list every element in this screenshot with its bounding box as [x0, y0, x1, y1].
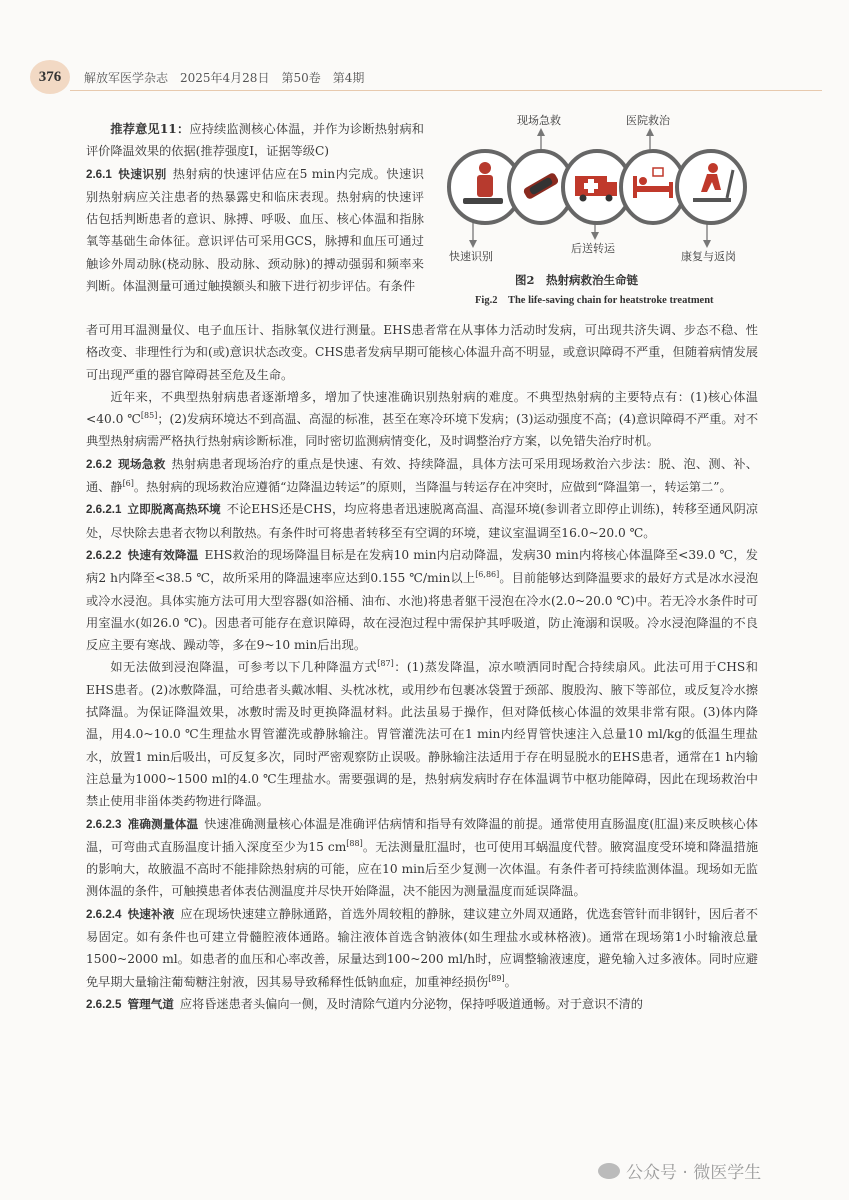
figure-caption-en: Fig.2 The life-saving chain for heatstroke treatment: [475, 295, 714, 306]
section-2-6-1-continued: 者可用耳温测量仪、电子血压计、指脉氧仪进行测量。EHS患者常在从事体力活动时发病，可出现共济失调、步态不稳、性格改变、非理性行为和(或)意识状态改变。CHS患者发病早期可能核心体温升高不明显，或意识障碍不严重，但随着病情发展可出现严重的器官障碍甚至危及生命。: [86, 323, 758, 382]
section-2-6-2-2: 2.6.2.2 快速有效降温 EHS救治的现场降温目标是在发病10 min内启动降温，发病30 min内将核心体温降至<39.0 ℃，发病2 h内降至<38.5 ℃，故所采用的降温速率应达到0.155 ℃/min以上[6,86]。目前能够达到降温要求的最好方式是冰水浸泡或冷水浸泡。具体实施方法可用大型容器(如浴桶、油布、水池)将患者躯干浸泡在冷水(2.0~20.0 ℃)中。若无冷水条件时可用室温水(如26.0 ℃)。因患者可能存在意识障碍，故在浸泡过程中需保护其呼吸道，防止淹溺和误吸。冷水浸泡降温的不良反应主要有寒战、躁动等，多在9~10 min后出现。: [86, 547, 759, 653]
journal-info: 解放军医学杂志 2025年4月28日 第50卷 第4期: [84, 71, 365, 85]
chain-link-recovery: [677, 151, 745, 223]
full-width-body: [86, 319, 758, 1016]
header-rule: [70, 90, 822, 91]
section-2-6-2-4: 2.6.2.4 快速补液 应在现场快速建立静脉通路，首选外周较粗的静脉，建议建立外周双通路，优选套管针而非钢针，因后者不易固定。如有条件也可建立骨髓腔液体通路。输注液体首选含钠液体(如生理盐水或林格液)。通常在现场第1小时输液总量1500~2000 ml。如患者的血压和心率改善，尿量达到100~200 ml/h时，应调整输液速度，避免输入过多液体。同时应避免早期大量输注葡萄糖注射液，因其易导致稀释性低钠血症，加重神经损伤[89]。: [86, 906, 758, 989]
left-column: [86, 118, 424, 297]
page-number: 376: [30, 60, 70, 94]
running-header: [30, 60, 820, 96]
atypical-heatstroke-paragraph: 近年来，不典型热射病患者逐渐增多，增加了快速准确识别热射病的难度。不典型热射病的主要特点有：(1)核心体温<40.0 ℃[85]；(2)发病环境达不到高温、高湿的标准，甚至在寒冷环境下发病；(3)运动强度不高；(4)意识障碍不严重。对不典型热射病需严格执行热射病诊断标准，同时密切监测病情变化，及时调整治疗方案，以免错失治疗时机。: [86, 389, 759, 449]
cooling-methods-paragraph: 如无法做到浸泡降温，可参考以下几种降温方式[87]：(1)蒸发降温，凉水喷洒同时配合持续扇风。此法可用于CHS和EHS患者。(2)冰敷降温，可给患者头戴冰帽、头枕冰枕，或用纱布包裹冰袋置于颈部、腹股沟、腋下等部位，或反复冷水擦拭降温。为保证降温效果，冰敷时需及时更换降温材料。此法虽易于操作，但对降低核心体温的效果非常有限。(3)体内降温，用4.0~10.0 ℃生理盐水胃管灌洗或静脉输注。胃管灌洗法可在1 min内经胃管快速注入总量10 ml/kg的低温生理盐水，放置1 min后吸出，可反复多次，同时严密观察防止误吸。静脉输注法适用于存在明显脱水的EHS患者，通常在1 h内输注总量为1000~1500 ml的4.0 ℃生理盐水。需要强调的是，热射病发病时存在体温调节中枢功能障碍，因此在现场救治中禁止使用非甾体类药物进行降温。: [86, 659, 758, 809]
label-transport: 后送转运: [571, 242, 615, 255]
figure-caption-cn: 图2 热射病救治生命链: [515, 273, 639, 287]
figure-2: [445, 112, 765, 312]
label-hospital-treatment: 医院救治: [626, 114, 670, 127]
section-2-6-2-1: 2.6.2.1 立即脱离高热环境 不论EHS还是CHS，均应将患者迅速脱离高温、高湿环境(参训者立即停止训练)，转移至通风阴凉处，尽快除去患者衣物以利散热。有条件时可将患者转移至有空调的环境，建议室温调至16.0~20.0 ℃。: [86, 502, 758, 540]
watermark: 公众号 · 微医学生: [598, 1158, 761, 1183]
section-2-6-2-5: 2.6.2.5 管理气道 应将昏迷患者头偏向一侧，及时清除气道内分泌物，保持呼吸道通畅。对于意识不清的: [86, 996, 643, 1011]
section-2-6-1-intro: 2.6.1 快速识别 热射病的快速评估应在5 min内完成。快速识别热射病应关注患者的热暴露史和临床表现。热射病的快速评估包括判断患者的意识、脉搏、呼吸、血压、核心体温和指脉氧等基础生命体征。意识评估可采用GCS，脉搏和血压可通过触诊外周动脉(桡动脉、股动脉、颈动脉)的搏动强弱和频率来判断。体温测量可通过触摸额头和腋下进行初步评估。有条件: [86, 166, 424, 294]
recommendation-11: 推荐意见11：应持续监测核心体温，并作为诊断热射病和评价降温效果的依据(推荐强度Ⅰ，证据等级C): [86, 122, 424, 159]
label-rapid-identification: 快速识别: [449, 250, 493, 263]
label-recovery: 康复与返岗: [681, 250, 736, 263]
label-scene-first-aid: 现场急救: [517, 114, 561, 127]
section-2-6-2: 2.6.2 现场急救 热射病患者现场治疗的重点是快速、有效、持续降温，具体方法可采用现场救治六步法：脱、泡、测、补、通、静[6]。热射病的现场救治应遵循“边降温边转运”的原则，当降温与转运存在冲突时，应做到“降温第一，转运第二”。: [86, 456, 758, 495]
wechat-icon: [598, 1163, 620, 1179]
section-2-6-2-3: 2.6.2.3 准确测量体温 快速准确测量核心体温是准确评估病情和指导有效降温的前提。通常使用直肠温度(肛温)来反映核心体温，可弯曲式直肠温度计插入深度至少为15 cm[88]。无法测量肛温时，也可使用耳蜗温度代替。腋窝温度受环境和降温措施的影响大，故腋温不高时不能排除热射病的可能，应在10 min后至少复测一次体温。有条件者可持续监测体温。现场如无监测体温的条件，可触摸患者体表估测温度并尽快开始降温，决不能因为测量温度而延误降温。: [86, 816, 759, 899]
